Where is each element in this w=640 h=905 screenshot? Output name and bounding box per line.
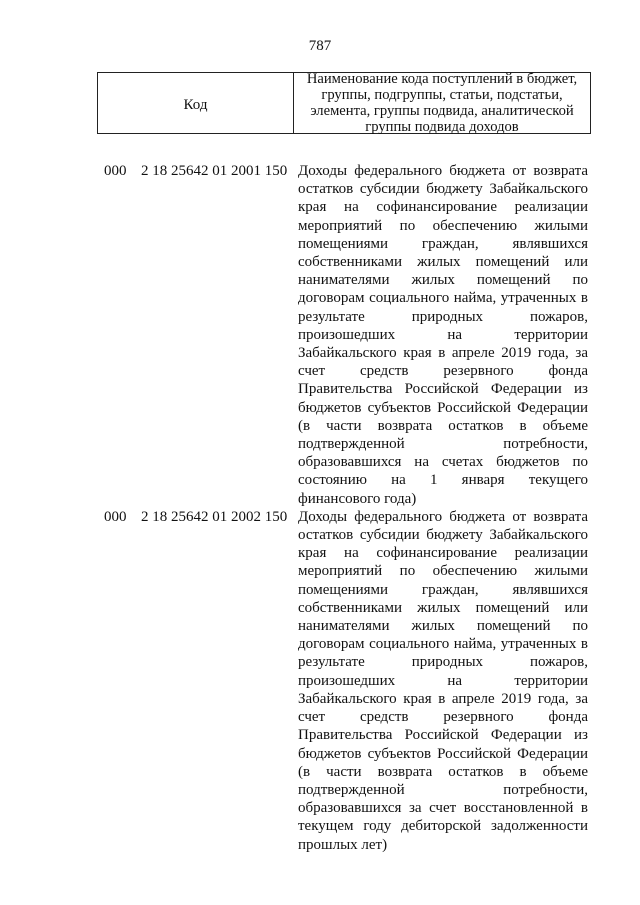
description-line: нанимателями жилых помещений по	[298, 272, 588, 289]
entries-list	[0, 162, 640, 854]
table-header	[97, 72, 591, 134]
description-line: (в части возврата остатков в объеме	[298, 763, 588, 780]
description-line: счет средств резервного фонда	[298, 363, 588, 380]
description-line: остатков субсидии бюджету Забайкальского	[298, 527, 588, 544]
description-line: собственниками жилых помещений или	[298, 599, 588, 616]
description-line: прошлых лет)	[298, 836, 388, 853]
entry-row	[0, 508, 640, 854]
description-line: помещениями граждан, являвшихся	[298, 235, 588, 252]
description-line: собственниками жилых помещений или	[298, 254, 588, 271]
description-line: Забайкальского края в апреле 2019 года, за	[298, 345, 588, 362]
entry-code: 2 18 25642 01 2002 150	[141, 508, 288, 525]
description-line: договорам социального найма, утраченных в	[298, 636, 588, 653]
description-line: Правительства Российской Федерации из	[298, 381, 588, 398]
description-line: Правительства Российской Федерации из	[298, 727, 588, 744]
header-code-label: Код	[98, 73, 294, 133]
description-line: произошедших на территории	[298, 672, 588, 689]
description-line: (в части возврата остатков в объеме	[298, 417, 588, 434]
description-line: текущем году дебиторской задолженности	[298, 818, 588, 835]
description-line: помещениями граждан, являвшихся	[298, 581, 588, 598]
description-line: договорам социального найма, утраченных в	[298, 290, 588, 307]
entry-code: 2 18 25642 01 2001 150	[141, 163, 288, 179]
description-line: остатков субсидии бюджету Забайкальского	[298, 181, 588, 198]
header-name-label: Наименование кода поступлений в бюджет, группы, подгруппы, статьи, подстатьи, элемента, группы подвида, аналитической группы подвида доходов	[306, 71, 578, 135]
description-line: края на софинансирование реализации	[298, 545, 588, 562]
entry-prefix: 000	[104, 163, 127, 179]
description-line: Забайкальского края в апреле 2019 года, за	[298, 690, 588, 707]
description-line: Доходы федерального бюджета от возврата	[298, 163, 588, 179]
description-line: результате природных пожаров,	[298, 308, 588, 325]
description-line: бюджетов субъектов Российской Федерации	[298, 745, 588, 762]
description-line: мероприятий по обеспечению жилыми	[298, 217, 588, 234]
page-number: 787	[308, 38, 332, 54]
description-line: счет средств резервного фонда	[298, 709, 588, 726]
entry-description	[298, 162, 588, 508]
description-line: бюджетов субъектов Российской Федерации	[298, 399, 588, 416]
description-line: Доходы федерального бюджета от возврата	[298, 508, 588, 525]
description-line: подтвержденной потребности,	[298, 436, 588, 453]
description-line: финансового года)	[298, 490, 417, 507]
description-line: края на софинансирование реализации	[298, 199, 588, 216]
description-line: образовавшихся на счетах бюджетов по	[298, 454, 588, 471]
description-line: результате природных пожаров,	[298, 654, 588, 671]
description-line: нанимателями жилых помещений по	[298, 618, 588, 635]
description-line: подтвержденной потребности,	[298, 781, 588, 798]
entry-description	[298, 508, 588, 854]
description-line: произошедших на территории	[298, 326, 588, 343]
entry-row	[0, 162, 640, 508]
entry-prefix: 000	[104, 508, 127, 525]
description-line: образовавшихся за счет восстановленной в	[298, 800, 588, 817]
description-line: состоянию на 1 января текущего	[298, 472, 588, 489]
description-line: мероприятий по обеспечению жилыми	[298, 563, 588, 580]
